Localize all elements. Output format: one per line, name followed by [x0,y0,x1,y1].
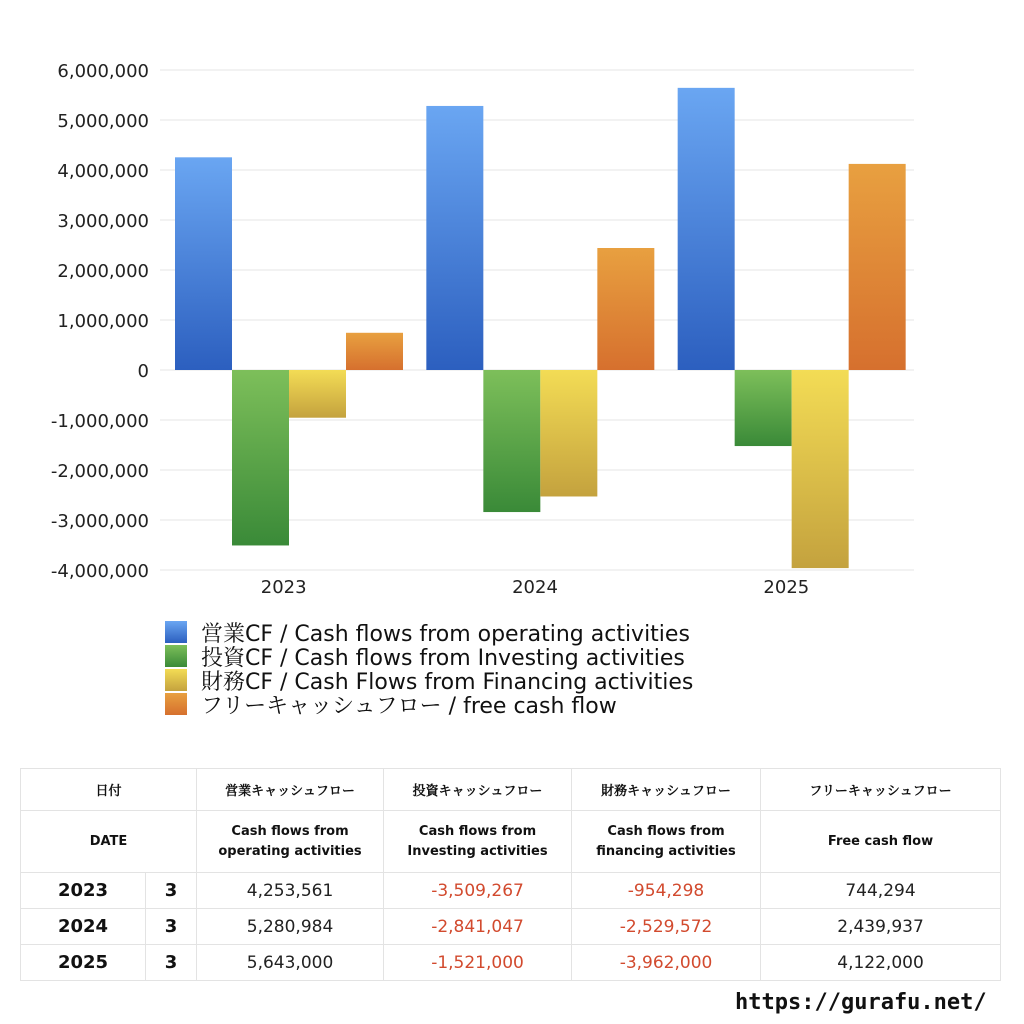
header-financing-en: Cash flows from financing activities [572,811,761,873]
x-category-label: 2025 [763,577,810,598]
legend-swatch-free-cash-flow [165,693,187,715]
y-axis-ticks [51,61,149,582]
legend-label-operating: 営業CF / Cash flows from operating activities [201,621,690,647]
y-tick-label: 0 [137,361,149,382]
legend-swatch-operating [165,621,187,643]
legend-label-investing: 投資CF / Cash flows from Investing activities [201,645,685,671]
header-operating-jp: 営業キャッシュフロー [197,769,384,811]
bar-free-cash-flow-2023 [346,333,403,370]
y-tick-label: -2,000,000 [50,461,149,482]
bar-investing-2023 [232,370,289,545]
cell-free: 4,122,000 [761,945,1001,981]
source-url[interactable]: https://gurafu.net/ [735,990,987,1015]
y-tick-label: 3,000,000 [57,211,149,232]
x-category-label: 2023 [260,577,307,598]
cash-flow-table [20,768,1001,981]
bar-investing-2024 [483,370,540,512]
bar-operating-2025 [678,88,735,370]
x-axis-categories [261,577,809,598]
header-financing-jp: 財務キャッシュフロー [572,769,761,811]
table-header-jp [21,769,1001,811]
cell-investing: -3,509,267 [384,873,572,909]
header-date-en: DATE [21,811,197,873]
header-investing-en: Cash flows from Investing activities [384,811,572,873]
table-row [21,945,1001,981]
bar-financing-2025 [792,370,849,568]
y-tick-label: 4,000,000 [57,161,149,182]
bar-investing-2025 [735,370,792,446]
y-tick-label: -1,000,000 [50,411,149,432]
cell-free: 744,294 [761,873,1001,909]
cell-financing: -3,962,000 [572,945,761,981]
cell-free: 2,439,937 [761,909,1001,945]
bar-free-cash-flow-2024 [597,248,654,370]
header-date-jp: 日付 [21,769,197,811]
header-free-jp: フリーキャッシュフロー [761,769,1001,811]
header-operating-en: Cash flows from operating activities [197,811,384,873]
bars [175,88,906,568]
bar-financing-2023 [289,370,346,418]
row-year: 2024 [21,909,146,945]
y-tick-label: 2,000,000 [57,261,149,282]
header-investing-jp: 投資キャッシュフロー [384,769,572,811]
chart-legend [165,620,694,719]
row-year: 2023 [21,873,146,909]
table-row [21,873,1001,909]
y-tick-label: 1,000,000 [57,311,149,332]
bar-free-cash-flow-2025 [849,164,906,370]
cell-investing: -2,841,047 [384,909,572,945]
bar-operating-2024 [426,106,483,370]
cell-operating: 5,280,984 [197,909,384,945]
legend-item-free-cash-flow [165,692,693,719]
bar-operating-2023 [175,157,232,370]
bar-financing-2024 [540,370,597,496]
legend-label-free-cash-flow: フリーキャッシュフロー / free cash flow [201,693,617,719]
row-month: 3 [146,909,197,945]
y-tick-label: -3,000,000 [50,511,149,532]
cell-operating: 4,253,561 [197,873,384,909]
cell-financing: -2,529,572 [572,909,761,945]
legend-swatch-financing [165,669,187,691]
table-header-en [21,811,1001,873]
x-category-label: 2024 [512,577,558,598]
y-tick-label: 6,000,000 [57,61,149,82]
table-row [21,909,1001,945]
cell-financing: -954,298 [572,873,761,909]
row-year: 2025 [21,945,146,981]
cell-operating: 5,643,000 [197,945,384,981]
y-tick-label: 5,000,000 [57,111,149,132]
legend-swatch-investing [165,645,187,667]
row-month: 3 [146,873,197,909]
y-tick-label: -4,000,000 [50,561,149,582]
legend-label-financing: 財務CF / Cash Flows from Financing activities [201,669,694,695]
cell-investing: -1,521,000 [384,945,572,981]
row-month: 3 [146,945,197,981]
header-free-en: Free cash flow [761,811,1001,873]
